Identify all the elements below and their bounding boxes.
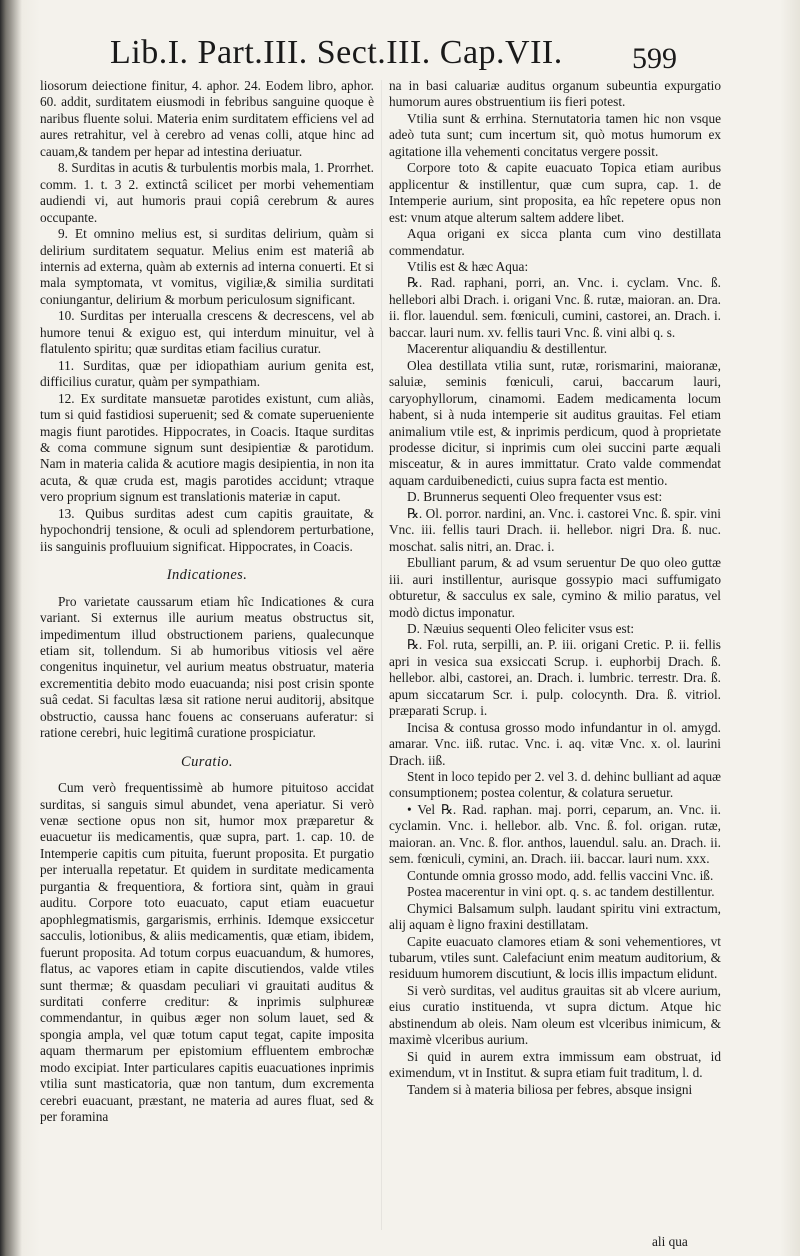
paragraph: Aqua origani ex sicca planta cum vino destillata commendatur. xyxy=(389,226,721,258)
recipe: ℞. Rad. raphani, porri, an. Vnc. i. cyclam. Vnc. ß. hellebori albi Drach. i. origani Vnc. ß. rutæ, maioran. an. Dra. ii. flor. lauendul. sem. fœniculi, cumini, castorei, an. Drach. i. baccar. lauri num. xv. fellis tauri Vnc. ß. vini albi q. s. xyxy=(389,275,721,340)
paragraph: Chymici Balsamum sulph. laudant spiritu vini extractum, alij aquam è ligno fraxini destillatam. xyxy=(389,900,721,933)
paragraph: Cum verò frequentissimè ab humore pituitoso accidat surditas, si sanguis simul abundet, vena aperiatur. Si verò venæ sectione opus non sit, humor mox præparetur & euacuetur iis medicamentis, quæ supra, part. 1. cap. 10. de Intemperie capitis cum pituita, fuerunt proposita. Et purgatio per interualla repetatur. Et quidem in surditate medicamenta purgantia & frequentiora, & fortiora sint, quàm in graui auditu. Corpore toto euacuato, caput etiam euacuetur apophlegmatismis, gargarismis, errhinis. Idemque exsiccetur sacculis, lotionibus, & aliis medicamentis, quæ etiam, ibidem, fuerunt proposita. Ad totum corpus euacuandum, & humores, flatus, ac vapores etiam in capite discutiendos, valde vtiles sunt thermæ; & quasdam peculiari vi grauitati auditus & surditati conferre creditur: & inprimis sulphureæ commendantur, in quibus æger non solum lauet, sed & spongia ampla, vel quæ totum caput tegat, capite imposita aquam thermarum per epistomium effluentem embrochæ modo excipiat. Inter particulares capitis euacuationes inprimis vtilia sunt masticatoria, quæ non tantum, dum excrementa cerebri euacuant, præstant, ne materia ad aures fluat, sed & per foramina xyxy=(40,780,374,1125)
paragraph: Vtilis est & hæc Aqua: xyxy=(407,258,529,274)
recipe: • Vel ℞. Rad. raphan. maj. porri, ceparum, an. Vnc. ii. cyclamin. Vnc. i. hellebor. alb. Vnc. ß. fol. origan. rutæ, maioran. an. Vnc. ß. flor. anthos, lauendul. salu. an. Drach. ii. sem. fœniculi, cymini, an. Drach. iii. baccar. lauri num. xxx. xyxy=(389,801,721,867)
section-heading-indicationes: Indicationes. xyxy=(166,567,248,584)
paragraph: Postea macerentur in vini opt. q. s. ac tandem destillentur. xyxy=(407,884,715,900)
paragraph: D. Brunnerus sequenti Oleo frequenter vsus est: xyxy=(407,489,663,505)
recipe: ℞. Ol. porror. nardini, an. Vnc. i. castorei Vnc. ß. spir. vini Vnc. iii. fellis tauri Drach. ii. hellebor. nigri Dra. ß. nuc. moschat. salis nitri, an. Drac. i. xyxy=(389,505,721,554)
section-heading-curatio: Curatio. xyxy=(181,753,233,770)
paragraph: Si verò surditas, vel auditus grauitas sit ab vlcere aurium, eius curatio instituenda, vt supra dictum. Atque hic abstinendum ab oleis. Nam oleum est vlceribus inimicum, & maximè vlceribus aurium. xyxy=(389,982,721,1048)
recipe: ℞. Fol. ruta, serpilli, an. P. iii. origani Cretic. P. ii. fellis apri in vesica sua exsiccati Scrup. i. euphorbij Drach. ß. hellebor. albi, castorei, an. Drach. i. lumbric. terrestr. Dra. ß. apum siccatarum Scr. i. pulp. colocynth. Dra. ß. vitriol. præparati Scrup. i. xyxy=(389,637,721,719)
paragraph: 12. Ex surditate mansuetæ parotides existunt, cum aliàs, tum si quid fastidiosi superuenit; sed & comate superueniente magis fiunt parotides. Hippocrates, in Coacis. Itaque surditas & coma commune signum sunt desipientiæ & parotidum. Nam in materia calida & acutiore magis desipientia, in non ita acuta, & quæ cruda est, magis parotides accidunt; vtraque vero proprium signum est translationis materiæ in caput. xyxy=(40,390,374,505)
page-number: 599 xyxy=(632,42,677,75)
paragraph: D. Næuius sequenti Oleo feliciter vsus est: xyxy=(407,620,635,636)
left-column xyxy=(40,78,374,1126)
paragraph: 13. Quibus surditas adest cum capitis grauitate, & hypochondrij tensione, & oculi ad splendorem perturbatione, iis sanguinis profluuium significat. Hippocrates, in Coacis. xyxy=(40,505,374,554)
paragraph: 11. Surditas, quæ per idiopathiam aurium genita est, difficilius curatur, quàm per sympathiam. xyxy=(40,357,374,390)
paragraph: Pro varietate caussarum etiam hîc Indicationes & cura variant. Si externus ille aurium meatus obstructus sit, impedimentum illud obstructionem pariens, qualecunque etiam sit, tollendum. Si ab humoribus vitiosis vel aëre congenitus inquinetur, vel aurium meatus obstruatur, materia excrementitia debito modo euacuanda; nisi post crisin sponte suâ cedat. Si facultas læsa sit ratione nerui auditorij, absitque obstructio, caussa hanc fouens ac conseruans auferatur: si ratione cerebri, huic legitimâ curatione prospiciatur. xyxy=(40,593,374,741)
paragraph: Olea destillata vtilia sunt, rutæ, rorismarini, maioranæ, saluiæ, seminis fœniculi, carui, baccarum lauri, caryophyllorum, cinamomi. Eadem medicamenta locum habent, si à nuda intemperie sit auditus grauitas. Fel etiam animalium vtile est, & inprimis perdicum, quod à proprietate prodesse dicitur, si inprimis cum olei succini parte æquali misceatur, & in aures immittatur. Crato valde commendat aquam carduibenedicti, cuius supra facta est mentio. xyxy=(389,357,721,488)
paragraph: na in basi caluariæ auditus organum subeuntia expurgatio humorum aures obstruentium iis fieri potest. xyxy=(389,78,721,110)
column-divider xyxy=(381,80,382,1230)
paragraph: liosorum deiectione finitur, 4. aphor. 24. Eodem libro, aphor. 60. addit, surditatem eiusmodi in febribus sanguine quoque è naribus fluente solui. Materia enim surditatem efficiens vel ad aures retrahitur, vel à cerebro ad venas colli, atque hinc ad cauam,& tandem per hepar ad intestina deriuatur. xyxy=(40,78,374,159)
paragraph: Incisa & contusa grosso modo infundantur in ol. amygd. amarar. Vnc. iiß. rutac. Vnc. i. aq. vitæ Vnc. x. ol. laurini Drach. iiß. xyxy=(389,719,721,768)
binding-gutter xyxy=(0,0,22,1256)
paragraph: Macerentur aliquandiu & destillentur. xyxy=(407,341,608,357)
paragraph: Capite euacuato clamores etiam & soni vehementiores, vt tubarum, vtiles sunt. Calefaciunt enim meatum auditorium, & residuum humorem discutiunt, & locis illis impactum elidunt. xyxy=(389,933,721,982)
paragraph: 10. Surditas per interualla crescens & decrescens, vel ab humore tenui & exiguo est, qui interdum minuitur, vel à flatulento spiritu; quæ surditas etiam facilius curatur. xyxy=(40,308,374,357)
paragraph: Corpore toto & capite euacuato Topica etiam auribus applicentur & instillentur, quæ cum supra, cap. 1. de Intemperie aurium, sint proposita, ea hîc repetere opus non est: vnum atque alterum saltem addere libet. xyxy=(389,160,721,225)
paragraph: 8. Surditas in acutis & turbulentis morbis mala, 1. Prorrhet. comm. 1. t. 3 2. extinctâ scilicet per morbi vehementiam audiendi vi, aut humoris praui copiâ cerebrum & aures occupante. xyxy=(40,160,374,225)
running-title: Lib.I. Part.III. Sect.III. Cap.VII. xyxy=(110,34,563,71)
paragraph: Vtilia sunt & errhina. Sternutatoria tamen hic non vsque adeò tuta sunt; cum incertum sit, quò motus humorum ex agitatione illa vehementi concitatus vergere possit. xyxy=(389,110,721,159)
paragraph: Tandem si à materia biliosa per febres, absque insigni xyxy=(407,1081,693,1097)
paragraph: Ebulliant parum, & ad vsum seruentur De quo oleo guttæ iii. auri instillentur, aurisque gossypio maci suffumigato obturetur, & sacculus ex sale, cymino & milio paratus, vel modò dictus imponatur. xyxy=(389,555,721,620)
paragraph: Stent in loco tepido per 2. vel 3. d. dehinc bulliant ad aquæ consumptionem; postea colentur, & colatura seruetur. xyxy=(389,769,721,801)
paragraph: 9. Et omnino melius est, si surditas delirium, quàm si delirium surditatem sequatur. Melius enim est materiâ ab internis ad externa, quàm ab externis ad interna conuerti. Et si mala symptomata, vt vomitus, vigiliæ,& similia surditati coniungantur, delirium & morbum periculosum significant. xyxy=(40,226,374,307)
paragraph: Si quid in aurem extra immissum eam obstruat, id eximendum, vt in Institut. & supra etiam fuit traditum, l. d. xyxy=(389,1048,721,1081)
paragraph: Contunde omnia grosso modo, add. fellis vaccini Vnc. iß. xyxy=(407,867,714,883)
catchword: ali qua xyxy=(652,1234,688,1249)
right-column xyxy=(389,78,721,1098)
